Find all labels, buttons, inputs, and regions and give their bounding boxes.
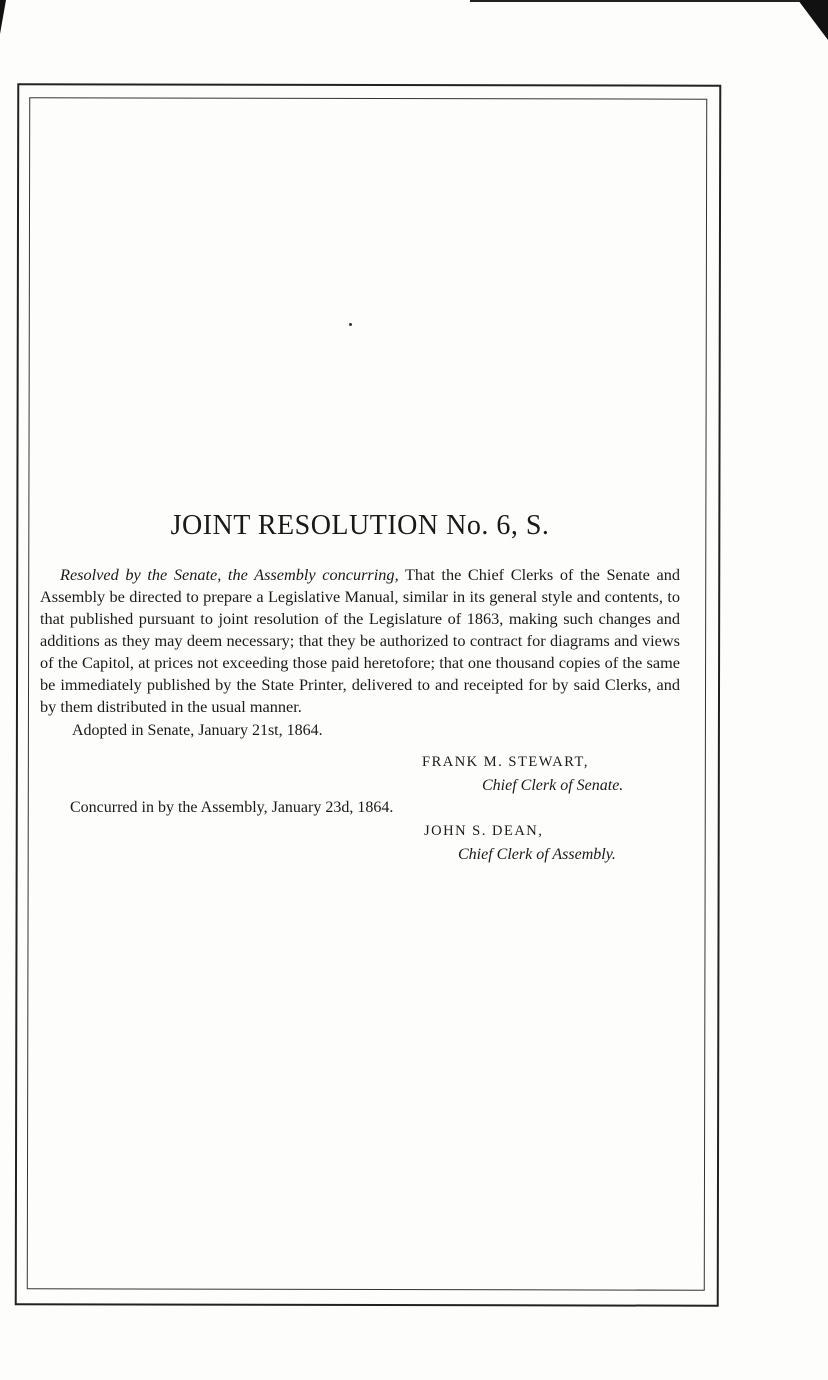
senate-clerk-title: Chief Clerk of Senate.	[482, 777, 624, 794]
scan-artifact-rule	[470, 0, 800, 2]
resolution-content	[40, 510, 680, 864]
assembly-clerk-name: JOHN S. DEAN,	[424, 823, 544, 839]
senate-clerk-name: FRANK M. STEWART,	[422, 754, 589, 770]
assembly-clerk-title: Chief Clerk of Assembly.	[458, 846, 616, 863]
adopted-line: Adopted in Senate, January 21st, 1864.	[72, 722, 323, 739]
resolution-lead: Resolved by the Senate, the Assembly concurring,	[60, 565, 399, 584]
resolution-paragraph	[40, 564, 680, 718]
scan-artifact-left	[0, 0, 6, 34]
ink-speck	[349, 323, 352, 326]
resolution-title: JOINT RESOLUTION No. 6, S.	[170, 510, 550, 541]
scan-artifact-right	[798, 0, 828, 40]
concurred-line: Concurred in by the Assembly, January 23d, 1864.	[70, 799, 394, 816]
resolution-body: That the Chief Clerks of the Senate and Assembly be directed to prepare a Legislative Manual, similar in its general style and contents, to that published pursuant to joint resolution of the Legislature of 1863, making such changes and additions as they may deem necessary; that they be authorized to contract for diagrams and views of the Capitol, at prices not exceeding those paid heretofore; that one thousand copies of the same be immediately published by the State Printer, delivered to and receipted for by said Clerks, and by them distributed in the usual manner.	[40, 565, 680, 716]
